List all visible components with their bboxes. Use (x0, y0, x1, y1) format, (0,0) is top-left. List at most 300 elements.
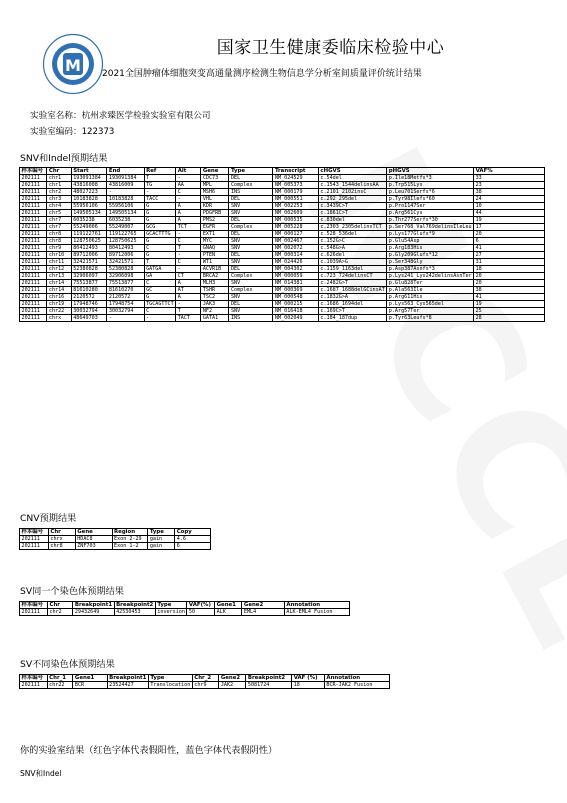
snv-cell: 28 (474, 315, 545, 322)
snv-cell: 23 (474, 182, 545, 189)
snv-cell: GATA1 (201, 315, 229, 322)
your-results-title: 你的实验室结果（红色字体代表假阳性，蓝色字体代表假阴性） (20, 745, 278, 756)
snv-cell: chr10 (47, 252, 71, 259)
sv-same-header-cell: Breakpoint2 (116, 602, 154, 608)
snv-cell: c.1039A>G (318, 259, 386, 266)
snv-cell: c.152G>C (318, 238, 386, 245)
snv-header-cell: VAF% (474, 168, 545, 175)
snv-cell: NM_005373 (273, 182, 318, 189)
snv-cell: p.Asp387Asnfs*3 (387, 266, 474, 273)
snv-cell: A (176, 210, 201, 217)
snv-cell: p.Ala563Ile (387, 287, 474, 294)
snv-cell: INS (229, 189, 273, 196)
snv-cell: NM_000314 (273, 252, 318, 259)
snv-cell: NM_005228 (273, 224, 318, 231)
snv-cell: 202111 (20, 266, 47, 273)
snv-cell: 119122765 (107, 231, 144, 238)
lab-name-label: 实验室名称： (30, 111, 82, 121)
cnv-cell: 4.6 (175, 536, 211, 543)
snv-cell: GATGA (144, 266, 176, 273)
snv-cell: VHL (201, 196, 229, 203)
snv-cell: Complex (229, 182, 273, 189)
lab-name-line (30, 109, 211, 121)
sv-same-cell: EML4 (242, 609, 285, 616)
snv-cell: 80412493 (71, 245, 107, 252)
snv-cell: c.2482G>T (318, 280, 386, 287)
snv-cell: MSH6 (201, 189, 229, 196)
lab-code-label: 实验室编码： (30, 127, 82, 137)
snv-cell: 202111 (20, 231, 47, 238)
lab-code-value: 122373 (81, 127, 115, 137)
snv-cell: BRCA2 (201, 273, 229, 280)
snv-row (20, 301, 545, 308)
sv-diff-header-cell: 样本编号 (20, 675, 48, 682)
snv-cell: T (176, 245, 201, 252)
snv-cell: 24 (474, 196, 545, 203)
snv-cell: p.Ser348Gly (387, 259, 474, 266)
snv-header-cell: Start (71, 168, 107, 175)
snv-row (20, 252, 545, 259)
sv-same-cell: 42530453 (114, 609, 155, 616)
snv-cell: c.184_187dup (318, 315, 386, 322)
sv-same-cell: inversion (157, 609, 185, 615)
snv-cell: c.528_536del (318, 231, 386, 238)
snv-cell: 18 (474, 266, 545, 273)
snv-cell: NM_002253 (273, 203, 318, 210)
snv-cell: NM_002609 (273, 210, 318, 217)
snv-cell: 6 (474, 238, 545, 245)
snv-header-cell: Transcript (273, 168, 318, 175)
cnv-cell: 202111 (20, 536, 49, 543)
snv-cell: p.Tyr63Leufs*8 (387, 315, 474, 322)
snv-cell: 38 (474, 189, 545, 196)
cnv-cell: 202111 (20, 543, 49, 550)
snv-cell: p.Arg183His (387, 245, 474, 252)
snv-cell: AT (176, 287, 201, 294)
snv-cell: 52380828 (107, 266, 144, 273)
snv-cell: 32906097 (71, 273, 107, 280)
sv-diff-header-cell: Breakpoint2 (246, 675, 292, 682)
snv-cell: SNV (229, 259, 273, 266)
snv-cell: TG (144, 182, 176, 189)
snv-cell: 202111 (20, 273, 47, 280)
snv-cell: C (176, 189, 201, 196)
snv-cell: A (176, 294, 201, 301)
snv-cell: C (176, 259, 201, 266)
snv-cell: G (144, 238, 176, 245)
snv-cell: G (144, 203, 176, 210)
snv-cell: 80412493 (107, 245, 144, 252)
sv-diff-title: SV不同染色体预期结果 (20, 659, 115, 670)
lab-name-value: 杭州求臻医学检验实验室有限公司 (81, 111, 211, 121)
snv-cell: 202111 (20, 182, 47, 189)
snv-cell: ACVR1B (201, 266, 229, 273)
snv-cell: 25 (474, 308, 545, 315)
snv-cell: p.Lys563_Cys565del (387, 301, 474, 308)
snv-cell: SNV (229, 210, 273, 217)
snv-cell: DEL (229, 217, 273, 224)
sv-diff-cell: BCR (73, 682, 107, 689)
sv-same-header-cell: Breakpoint1 (74, 602, 113, 608)
snv-cell: A (176, 203, 201, 210)
cnv-cell: gain (148, 536, 175, 543)
sv-same-cell: ALK-EML4 Fusion (284, 609, 349, 616)
snv-cell: 193091384 (71, 175, 107, 182)
snv-cell: - (176, 175, 201, 182)
snv-cell: - (107, 315, 144, 322)
snv-cell: chr16 (47, 294, 71, 301)
sv-same-header-cell: Type (155, 602, 187, 609)
snv-cell: 202111 (20, 294, 47, 301)
snv-header-cell: Ref (144, 168, 176, 175)
sv-same-cell: 50 (187, 609, 215, 616)
sv-same-table (19, 601, 350, 616)
snv-cell: 128750625 (71, 238, 107, 245)
snv-cell: 55249006 (71, 224, 107, 231)
snv-cell: 202111 (20, 252, 47, 259)
snv-cell: PTEN (201, 252, 229, 259)
snv-cell: p.Ile18Metfs*3 (387, 175, 474, 182)
snv-cell: 17948746 (71, 301, 107, 308)
snv-cell: CT (176, 273, 201, 280)
snv-cell: TACC (144, 196, 176, 203)
cnv-cell: chrx (48, 536, 75, 543)
snv-row (20, 175, 545, 182)
snv-cell: c.1686_1694del (318, 301, 386, 308)
snv-cell: 202111 (20, 308, 47, 315)
your-results-snv-label: SNV和Indel (20, 769, 62, 778)
snv-cell: 202111 (20, 175, 47, 182)
snv-cell: NM_016418 (273, 308, 318, 315)
sv-diff-header-cell: Chr_1 (47, 675, 73, 682)
sv-same-header-cell: Gene1 (215, 602, 242, 609)
snv-cell: c.2303_2305delinsTCT (318, 224, 386, 231)
snv-cell: 43816009 (107, 182, 144, 189)
snv-cell: NM_000179 (273, 189, 318, 196)
snv-cell: 119122761 (71, 231, 107, 238)
snv-title: SNV和Indel预期结果 (20, 153, 108, 164)
snv-cell: G (144, 252, 176, 259)
snv-cell: PDGFRB (201, 210, 229, 217)
snv-cell: 55956106 (107, 203, 144, 210)
snv-cell: chr8 (47, 231, 71, 238)
snv-cell: Complex (229, 287, 273, 294)
snv-cell: chr4 (47, 203, 71, 210)
sv-diff-header-cell: Type (148, 675, 192, 682)
snv-cell: - (176, 196, 201, 203)
snv-cell: 17 (474, 224, 545, 231)
snv-cell: c.1543_1544delinsAA (318, 182, 386, 189)
snv-cell: 202111 (20, 280, 47, 287)
snv-row (20, 266, 545, 273)
snv-cell: chr12 (47, 266, 71, 273)
sv-diff-header-cell: Annotation (324, 675, 389, 682)
snv-cell: chr22 (47, 308, 71, 315)
snv-cell: 193091384 (107, 175, 144, 182)
cnv-cell: Exon 2-29 (112, 536, 148, 543)
snv-header-cell: Type (229, 168, 273, 175)
snv-cell: p.Glu54Asp (387, 238, 474, 245)
sv-diff-cell: 23524427 (107, 682, 148, 689)
snv-cell: 2120572 (71, 294, 107, 301)
snv-cell: 202111 (20, 203, 47, 210)
snv-cell: WT1 (201, 259, 229, 266)
snv-cell: 38 (474, 287, 545, 294)
snv-cell: G (144, 210, 176, 217)
sv-same-cell: chr2 (47, 609, 72, 616)
snv-cell: 202111 (20, 301, 47, 308)
snv-cell: GNAQ (201, 245, 229, 252)
snv-cell: DEL (229, 252, 273, 259)
snv-row (20, 224, 545, 231)
snv-cell: NM_024529 (273, 175, 318, 182)
snv-cell: p.Trp515Lys (387, 182, 474, 189)
snv-cell: 17948754 (107, 301, 144, 308)
snv-cell: 202111 (20, 224, 47, 231)
snv-cell: 27 (474, 252, 545, 259)
snv-cell: 30032794 (71, 308, 107, 315)
snv-header-cell: pHGVS (387, 168, 474, 175)
snv-cell: NM_000059 (273, 273, 318, 280)
snv-cell: p.Ser768_Val769delinsIleLeu (388, 224, 472, 230)
snv-cell: c.54del (318, 175, 386, 182)
snv-cell: G (144, 217, 176, 224)
snv-cell: chr5 (47, 210, 71, 217)
snv-row (20, 287, 545, 294)
snv-row (20, 189, 545, 196)
snv-cell: AA (176, 182, 201, 189)
logo-letter: M (65, 56, 81, 75)
snv-cell: 48649703 (71, 315, 107, 322)
snv-cell: NM_002049 (273, 315, 318, 322)
snv-cell: T (144, 175, 176, 182)
snv-cell: 6035238 (107, 217, 144, 224)
cnv-header-cell: Type (148, 529, 175, 536)
cnv-cell: 6 (175, 543, 211, 550)
snv-cell: 10183828 (71, 196, 107, 203)
snv-cell: p.Thr277Serfs*30 (387, 217, 474, 224)
snv-cell: 149505134 (71, 210, 107, 217)
snv-cell: SNV (229, 238, 273, 245)
snv-cell: TCT (176, 224, 201, 231)
snv-cell: 48027223 (71, 189, 107, 196)
snv-cell: c.1832G>A (318, 294, 386, 301)
snv-cell: 202111 (20, 210, 47, 217)
sv-same-header-cell: 样本编号 (20, 602, 48, 609)
snv-row (20, 308, 545, 315)
snv-cell: MLH3 (201, 280, 229, 287)
snv-cell: c.1687_1688delGCinsAT (320, 287, 385, 293)
report-subtitle: 2021全国肿瘤体细胞突变高通量测序检测生物信息学分析室间质量评价统计结果 (102, 69, 422, 79)
snv-cell: 75513877 (71, 280, 107, 287)
cnv-header-cell: Chr (48, 529, 75, 536)
snv-cell: 32906098 (107, 273, 144, 280)
snv-cell: 202111 (20, 315, 47, 322)
snv-cell: DEL (229, 175, 273, 182)
snv-cell: MPL (201, 182, 229, 189)
sv-diff-cell: BCR-JAK2 Fusion (324, 682, 389, 689)
snv-cell: A (176, 280, 201, 287)
snv-cell: NM_014381 (273, 280, 318, 287)
cnv-header-cell: Gene (75, 529, 112, 536)
snv-cell: NM_000551 (273, 196, 318, 203)
snv-cell: chr3 (47, 196, 71, 203)
sv-same-title: SV同一个染色体预期结果 (20, 586, 124, 597)
snv-cell: NM_000369 (273, 287, 318, 294)
cnv-cell: Exon 1-2 (112, 543, 148, 550)
snv-cell: - (176, 252, 201, 259)
snv-cell: EXT1 (201, 231, 229, 238)
lab-code-line (30, 125, 114, 137)
snv-cell: 19 (474, 217, 545, 224)
snv-cell: p.Tyr98Ilefs*60 (387, 196, 474, 203)
snv-row (20, 196, 545, 203)
snv-cell: c.292_295del (318, 196, 386, 203)
snv-cell: 20 (474, 280, 545, 287)
snv-cell: DEL (229, 266, 273, 273)
snv-cell: chrx (47, 315, 71, 322)
snv-cell: NM_004302 (273, 266, 318, 273)
cnv-header-cell: Copy (175, 529, 211, 536)
snv-row (20, 238, 545, 245)
cnv-table (19, 528, 211, 550)
snv-cell: chr2 (47, 189, 71, 196)
snv-cell: Complex (229, 273, 273, 280)
snv-cell: 55956106 (71, 203, 107, 210)
snv-cell: p.Gly209Glufs*12 (387, 252, 474, 259)
sv-diff-table (19, 674, 390, 689)
snv-cell: TSC2 (201, 294, 229, 301)
snv-row (20, 245, 545, 252)
snv-header-cell: Chr (47, 168, 71, 175)
snv-row (20, 231, 545, 238)
snv-cell: p.Lys177Glufs*9 (387, 231, 474, 238)
sv-diff-header-cell: Gene2 (219, 675, 246, 682)
snv-cell: GCG (144, 224, 176, 231)
snv-row (20, 182, 545, 189)
snv-cell: c.1861C>T (318, 210, 386, 217)
snv-cell: p.Arg561Cys (387, 210, 474, 217)
snv-cell: 202111 (20, 189, 47, 196)
snv-cell: chr9 (47, 245, 71, 252)
snv-table (19, 167, 545, 322)
snv-cell: PMS2 (201, 217, 229, 224)
snv-cell: chr7 (47, 224, 71, 231)
snv-cell: NM_000127 (273, 231, 318, 238)
cnv-cell: gain (148, 543, 175, 550)
snv-cell: chr8 (47, 238, 71, 245)
snv-cell: G (144, 294, 176, 301)
snv-cell: - (144, 315, 176, 322)
snv-cell: 19 (474, 301, 545, 308)
cnv-cell: ZNF703 (75, 543, 112, 550)
snv-cell: 33 (474, 175, 545, 182)
snv-cell: p.Glu828Ter (387, 280, 474, 287)
snv-cell: DEL (229, 231, 273, 238)
snv-row (20, 315, 545, 322)
cnv-row (20, 543, 211, 550)
snv-cell: Complex (229, 224, 273, 231)
snv-cell: c.3439C>T (318, 203, 386, 210)
snv-cell: 43816008 (71, 182, 107, 189)
snv-cell: NM_002467 (273, 238, 318, 245)
snv-cell: CDC73 (201, 175, 229, 182)
snv-header-cell: cHGVS (318, 168, 386, 175)
snv-cell: 81610270 (107, 287, 144, 294)
snv-cell: chr14 (47, 287, 71, 294)
snv-cell: 52380828 (71, 266, 107, 273)
snv-cell: chr14 (47, 280, 71, 287)
sv-diff-cell: chr22 (47, 682, 73, 689)
sv-diff-cell: JAK2 (219, 682, 246, 689)
snv-cell: 128750625 (107, 238, 144, 245)
snv-row (20, 273, 545, 280)
sv-diff-cell: chr9 (192, 682, 219, 689)
snv-cell: SNV (229, 203, 273, 210)
snv-cell: - (176, 231, 201, 238)
snv-cell: SNV (229, 294, 273, 301)
snv-cell: 89712006 (71, 252, 107, 259)
snv-row (20, 210, 545, 217)
snv-cell: 202111 (20, 245, 47, 252)
snv-cell: 75513877 (107, 280, 144, 287)
sv-same-cell: 202111 (20, 609, 48, 616)
snv-cell: SNV (229, 245, 273, 252)
sv-diff-header-cell: VAF (%) (292, 675, 325, 682)
snv-row (20, 280, 545, 287)
sv-diff-cell: 202111 (20, 682, 48, 689)
snv-cell: c.548G>A (318, 245, 386, 252)
snv-cell: 10 (474, 203, 545, 210)
snv-cell: 202111 (20, 238, 47, 245)
snv-cell: c.723_724delinsCT (318, 273, 386, 280)
snv-cell: MYC (201, 238, 229, 245)
snv-cell: c.626del (318, 252, 386, 259)
snv-cell: p.Pro1147Ser (387, 203, 474, 210)
snv-cell: NM_000548 (273, 294, 318, 301)
cnv-cell: chr8 (48, 543, 75, 550)
snv-cell: chr1 (47, 182, 71, 189)
sv-same-header-cell: Annotation (284, 602, 349, 609)
snv-cell: 10183828 (107, 196, 144, 203)
org-name: 国家卫生健康委临床检验中心 (216, 38, 445, 58)
sv-diff-cell: Translocation (150, 682, 191, 688)
snv-row (20, 217, 545, 224)
cnv-row (20, 536, 211, 543)
snv-cell: p.Arg57Ter (387, 308, 474, 315)
snv-cell: p.Lys241_Lys242delinsAsnTer (388, 273, 472, 279)
snv-cell: NM_000535 (273, 217, 318, 224)
snv-cell: DEL (229, 301, 273, 308)
snv-cell: 20 (474, 273, 545, 280)
snv-cell: T (144, 259, 176, 266)
snv-cell: TSHR (201, 287, 229, 294)
snv-cell: 41 (474, 245, 545, 252)
snv-cell: SNV (229, 280, 273, 287)
sv-diff-header-cell: Breakpoint1 (109, 675, 147, 681)
sv-same-cell: ALK (215, 609, 242, 616)
snv-cell: GC (144, 287, 176, 294)
snv-cell: 20 (474, 231, 545, 238)
sv-diff-cell: 18 (292, 682, 325, 689)
snv-header-cell: Alt (176, 168, 201, 175)
snv-cell: 41 (474, 294, 545, 301)
snv-row (20, 203, 545, 210)
snv-cell: 202111 (20, 287, 47, 294)
snv-cell: 81610280 (71, 287, 107, 294)
snv-cell: T (176, 308, 201, 315)
sv-same-cell: 29432649 (73, 609, 114, 616)
